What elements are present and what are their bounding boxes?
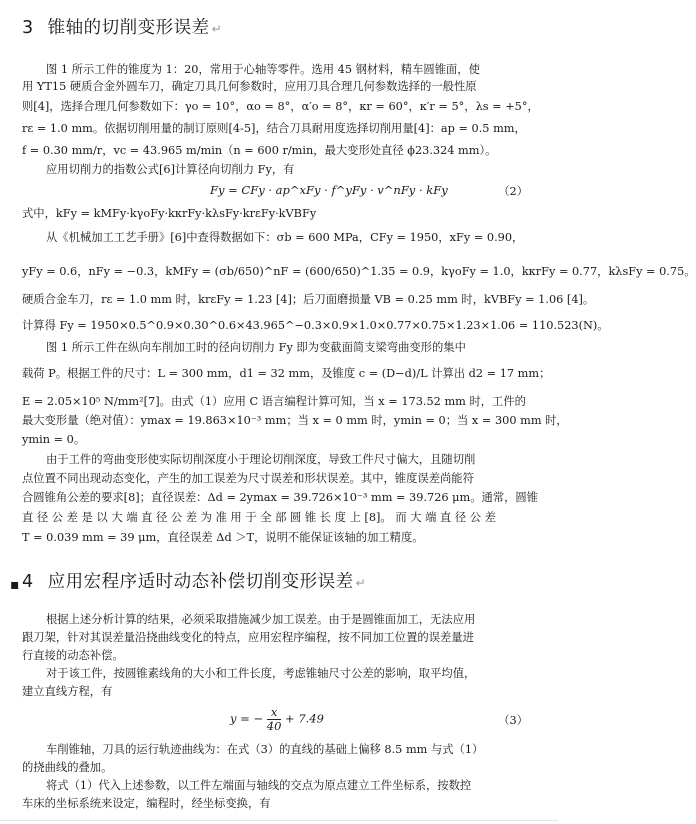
equation-3-lhs: y = − [230, 711, 264, 726]
equation-3-fraction [267, 706, 282, 733]
text-line: 最大变形量（绝对值）：ymax = 19.863×10⁻³ mm；当 x = 0 mm 时，ymin = 0；当 x = 300 mm 时， [22, 414, 568, 427]
equation-3 [230, 706, 324, 733]
text-line: E = 2.05×10⁵ N/mm²[7]。由式（1）应用 C 语言编程计算可知，当 x = 173.52 mm 时，工件的 [22, 395, 526, 408]
equation-2: Fy = CFy · ap^xFy · f^yFy · v^nFy · kFy [210, 183, 448, 197]
text-line: f = 0.30 mm/r，vc = 43.965 m/min（n = 600 r/min，最大变形处直径 ϕ23.324 mm）。 [22, 144, 497, 157]
text-line: 将式（1）代入上述参数，以工件左端面与轴线的交点为原点建立工件坐标系，按数控 [46, 779, 472, 792]
text-line: 跟刀架，针对其误差量沿挠曲线变化的特点，应用宏程序编程，按不同加工位置的误差量进 [22, 631, 474, 644]
section-number: 3 [22, 18, 34, 38]
text-line: 式中，kFy = kMFy·kγoFy·kκrFy·kλsFy·krεFy·kVBFy [22, 207, 317, 220]
text-line: 对于该工件，按圆锥素线角的大小和工件长度，考虑锥轴尺寸公差的影响，取平均值， [46, 667, 476, 680]
text-line: 从《机械加工工艺手册》[6]中查得数据如下：σb = 600 MPa，CFy = 1950，xFy = 0.90， [46, 231, 524, 244]
text-line: 直 径 公 差 是 以 大 端 直 径 公 差 为 准 用 于 全 部 圆 锥 长 度 上 [8]。 而 大 端 直 径 公 差 [22, 511, 496, 524]
page-divider [0, 820, 558, 821]
paragraph-mark-icon: ↵ [211, 22, 223, 36]
text-line: 车床的坐标系统来设定，编程时，经坐标变换，有 [22, 797, 271, 810]
text-line: 建立直线方程，有 [22, 685, 113, 698]
text-line: 行直接的动态补偿。 [22, 649, 124, 662]
text-line: 根据上述分析计算的结果，必须采取措施减少加工误差。由于是圆锥面加工，无法应用 [46, 613, 476, 626]
heading-bullet-icon: ▪ [10, 577, 20, 593]
section-title: 应用宏程序适时动态补偿切削变形误差 [47, 572, 354, 592]
text-line: 由于工件的弯曲变形使实际切削深度小于理论切削深度，导致工件尺寸偏大，且随切削 [46, 453, 476, 466]
text-line: 应用切削力的指数公式[6]计算径向切削力 Fy，有 [46, 163, 295, 176]
text-line: 计算得 Fy = 1950×0.5^0.9×0.30^0.6×43.965^−0.3×0.9×1.0×0.77×0.75×1.23×1.06 = 110.523(N)。 [22, 319, 609, 332]
section-heading-4 [22, 568, 366, 593]
equation-number-3: （3） [498, 714, 528, 727]
text-line: 载荷 P。根据工件的尺寸：L = 300 mm，d1 = 32 mm，及锥度 c = (D−d)/L 计算出 d2 = 17 mm； [22, 367, 551, 380]
text-line: 的挠曲线的叠加。 [22, 761, 113, 774]
text-line: 合圆锥角公差的要求[8]；直径误差：Δd = 2ymax = 39.726×10⁻³ mm = 39.726 μm。通常，圆锥 [22, 491, 539, 504]
text-line: 图 1 所示工件的锥度为 1：20，常用于心轴等零件。选用 45 钢材料，精车圆锥面，使 [46, 63, 480, 76]
text-line: 图 1 所示工件在纵向车削加工时的径向切削力 Fy 即为变截面简支梁弯曲变形的集中 [46, 341, 466, 354]
text-line: 用 YT15 硬质合金外圆车刀，确定刀具几何参数时，应用刀具合理几何参数选择的一般性原 [22, 80, 477, 93]
text-line: 则[4]，选择合理几何参数如下：γo = 10°，αo = 8°，α′o = 8°，κr = 60°，κ′r = 5°，λs = +5°， [22, 100, 539, 113]
text-line: rε = 1.0 mm。依据切削用量的制订原则[4-5]，结合刀具耐用度选择切削用量[4]：ap = 0.5 mm， [22, 122, 526, 135]
paragraph-mark-icon: ↵ [355, 576, 367, 590]
fraction-denominator: 40 [266, 719, 282, 733]
text-line: ymin = 0。 [22, 433, 86, 446]
text-line: yFy = 0.6，nFy = −0.3，kMFy = (σb/650)^nF = (600/650)^1.35 = 0.9，kγoFy = 1.0，kκrFy = 0.77，kλsFy = 0.75。 [22, 265, 696, 278]
section-number: 4 [22, 572, 34, 592]
equation-number-2: （2） [498, 185, 528, 198]
text-line: 硬质合金车刀，rε = 1.0 mm 时，krεFy = 1.23 [4]；后刀面磨损量 VB = 0.25 mm 时，kVBFy = 1.06 [4]。 [22, 293, 595, 306]
section-title: 锥轴的切削变形误差 [47, 18, 210, 38]
text-line: T = 0.039 mm = 39 μm，直径误差 Δd ＞T，说明不能保证该轴的加工精度。 [22, 531, 424, 544]
equation-3-rhs: + 7.49 [285, 711, 324, 726]
fraction-numerator: x [267, 706, 282, 720]
text-line: 点位置不同出现动态变化，产生的加工误差为尺寸误差和形状误差。其中，锥度误差尚能符 [22, 472, 474, 485]
text-line: 车削锥轴，刀具的运行轨迹曲线为：在式（3）的直线的基础上偏移 8.5 mm 与式（1） [46, 743, 484, 756]
section-heading-3 [22, 14, 222, 39]
